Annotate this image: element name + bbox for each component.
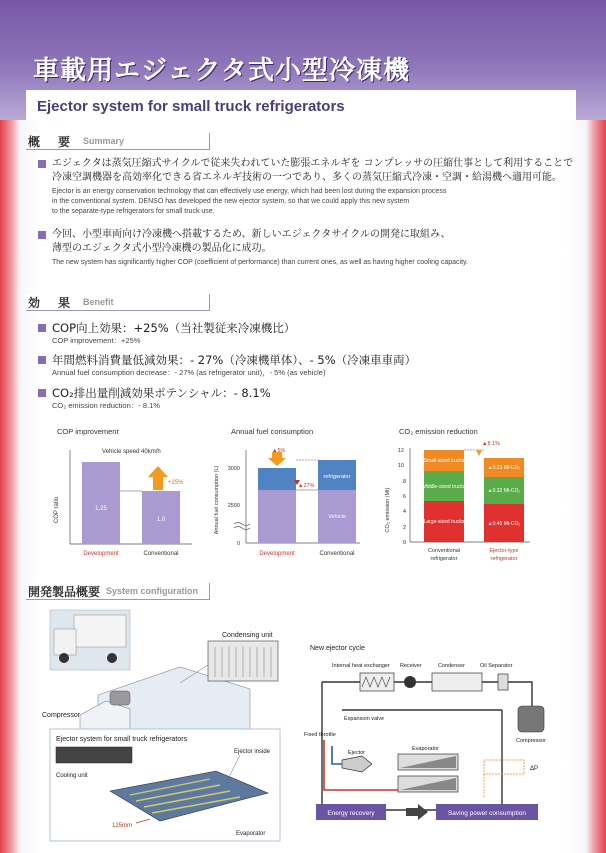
chart1-svg: [40, 440, 200, 570]
fixed-throttle-label-1: Fixed throttle: [304, 732, 336, 738]
cycle-diagram: [302, 640, 564, 830]
summary-p1-jp-2: 冷凍空調機器を高効率化できる省エネルギ技術の一つであり、多くの蒸気圧縮式冷凍・空調・給湯機へ適用可能。: [52, 172, 562, 183]
benefit-1-jp: COP向上効果：+25%（当社製従来冷凍機比）: [52, 321, 296, 335]
chart3-tick-label: 10: [397, 463, 404, 469]
compressor-body: [518, 706, 544, 732]
chart2-down-arrow: [268, 452, 286, 466]
condenser: [432, 673, 482, 691]
chart2-tick-3000: 3000: [227, 466, 240, 472]
chart1-up-arrow: [148, 466, 168, 490]
chart3-annotation: ▲8.1%: [482, 441, 500, 447]
chart3-down-arrow: [476, 450, 482, 456]
bullet-icon: [38, 389, 46, 397]
chart2-bar-development-refrigerator: [258, 468, 296, 490]
evaporator-label: Evaporator: [236, 831, 266, 837]
truck-box: [74, 615, 126, 647]
chart2-annotation-refrigerator: ▲27%: [298, 483, 315, 489]
chart1-note: Vehicle speed 40km/h: [102, 449, 161, 455]
chart3-delta-small: ▲0.23 Mt-CO₂: [487, 465, 521, 471]
summary-p1-en-1: Ejector is an energy conservation technology that can effectively use energy, which had been lost during the expansion process: [52, 188, 447, 195]
condenser-label: Condenser: [438, 663, 465, 669]
chart3-ylabel: CO₂ emission (Mt): [385, 487, 391, 533]
chart3-title: CO₂ emission reduction: [399, 427, 478, 436]
chart3-ticks: [398, 448, 406, 546]
truck-wheel: [107, 653, 117, 663]
internal-hx: [360, 673, 394, 691]
benefit-heading: 効 果 Benefit: [26, 294, 210, 311]
expansion-valve-label: Expansion valve: [344, 716, 385, 722]
chart3-xlabel-conventional-2: refrigerator: [430, 556, 458, 562]
chart2-annotation-vehicle: ▲5%: [272, 448, 286, 454]
cycle-title: New ejector cycle: [310, 645, 365, 652]
chart1-value-conventional: 1.0: [156, 517, 166, 523]
chart3-delta-middle: ▲0.32 Mt-CO₂: [487, 488, 521, 494]
chart3-xlabel-ejector-2: refrigerator: [490, 556, 518, 562]
summary-p2-en-1: The new system has significantly higher COP (coefficient of performance) than current ones, as well as having higher cooling capacity.: [52, 259, 468, 266]
summary-p2-jp-2: 薄型のエジェクタ式小型冷凍機の製品化に成功。: [52, 243, 272, 254]
bullet-icon: [38, 231, 46, 239]
energy-recovery-label: Energy recovery: [327, 810, 375, 817]
chart1-annotation: +25%: [168, 480, 184, 486]
chart3-tick-label: 4: [402, 509, 406, 515]
evaporator-label: Evaporator: [412, 746, 439, 752]
chart2-xlabel-development: Development: [259, 551, 295, 557]
benefit-2-jp: 年間燃料消費量低減効果：- 27%（冷凍機単体）、- 5%（冷凍車車両）: [52, 353, 417, 367]
ejector-system-label: Ejector system for small truck refrigerators: [56, 736, 188, 743]
dp-label: ΔP: [530, 766, 539, 772]
chart1-bar-development: [82, 462, 120, 544]
receiver: [404, 676, 416, 688]
bullet-icon: [38, 160, 46, 168]
oil-separator: [498, 674, 508, 690]
summary-p1-en-2: in the conventional system. DENSO has developed the new ejector system, so that we could apply this new system: [52, 198, 410, 205]
summary-heading: 概 要 Summary: [26, 133, 210, 150]
chart2-bar-development-vehicle: [258, 490, 296, 543]
benefit-3-en: CO₂ emission reduction：- 8.1%: [52, 401, 160, 410]
condensing-unit-label: Condensing unit: [222, 632, 273, 639]
bullet-icon: [38, 324, 46, 332]
chart3-series-large: Large-sized trucks: [423, 519, 465, 525]
chart3-tick-label: 12: [397, 448, 404, 454]
dimension-label: 125mm: [112, 823, 133, 829]
chart3-delta-large: ▲0.45 Mt-CO₂: [487, 521, 521, 527]
ejector-body: [342, 756, 372, 772]
chart3-tick-label: 6: [402, 494, 406, 500]
chart1-title: COP improvement: [57, 427, 119, 436]
system-heading: 開発製品概要 System configuration: [26, 583, 210, 600]
flow-blue: [332, 746, 342, 764]
internal-hx-label: Internal heat exchanger: [332, 663, 390, 669]
oil-separator-label: Oil Separator: [480, 663, 513, 669]
chart3-tick-label: 0: [402, 540, 406, 546]
receiver-label: Receiver: [400, 663, 422, 669]
chart3-series-middle: Middle-sized trucks: [422, 484, 466, 490]
compressor-label: Compressor: [42, 712, 81, 719]
truck-illustration: [40, 605, 302, 845]
compressor-part: [110, 691, 130, 705]
benefit-1-en: COP improvement：+25%: [52, 336, 141, 345]
benefit-2-en: Annual fuel consumption decrease：- 27% (as refrigerator unit)，- 5% (as vehicle): [52, 368, 326, 377]
truck-wheel: [59, 653, 69, 663]
chart2-ylabel: Annual fuel consumption (L): [214, 465, 220, 535]
chart3-svg: [380, 440, 540, 575]
summary-p1-en-3: to the separate-type refrigerators for small truck use.: [52, 208, 215, 215]
chart3-xlabel-ejector-1: Ejector-type: [489, 548, 519, 554]
bullet-icon: [38, 356, 46, 364]
chart3-tick-label: 2: [402, 525, 406, 531]
chart3-series-small: Small-sized trucks: [423, 458, 465, 464]
ejector-inside-label: Ejector inside: [234, 749, 271, 755]
chart3-tick-label: 8: [402, 479, 406, 485]
cooling-unit-label: Cooling unit: [56, 773, 88, 779]
benefit-3-jp: CO₂排出量削減効果ポテンシャル：- 8.1%: [52, 386, 271, 400]
chart2-svg: [210, 440, 370, 570]
chart2-xlabel-conventional: Conventional: [319, 551, 355, 557]
truck-cab: [54, 629, 76, 655]
chart1-value-development: 1.25: [95, 506, 107, 512]
summary-p2-jp-1: 今回、小型車両向け冷凍機へ搭載するため、新しいエジェクタサイクルの開発に取組み、: [52, 229, 451, 240]
chart3-xlabel-conventional-1: Conventional: [427, 548, 461, 554]
chart2-legend-vehicle: Vehicle: [328, 514, 346, 520]
page-title: 車載用エジェクタ式小型冷凍機: [33, 56, 410, 86]
chart2-tick-2500: 2500: [227, 503, 240, 509]
chart1-xlabel-development: Development: [83, 551, 119, 557]
ejector-label: Ejector: [348, 750, 366, 756]
right-arrow: [406, 804, 428, 820]
chart1-ylabel: COP ratio: [54, 496, 60, 524]
chart2-tick-0: 0: [236, 541, 240, 547]
chart1-xlabel-conventional: Conventional: [143, 551, 179, 557]
chart2-legend-refrigerator: refrigerator: [323, 474, 351, 480]
chart2-axis-break: [234, 523, 250, 530]
page-subtitle: Ejector system for small truck refrigerators: [37, 98, 345, 115]
cooling-unit-image: [56, 747, 132, 763]
summary-p1-jp-1: エジェクタは蒸気圧縮式サイクルで従来失われていた膨張エネルギを コンプレッサの圧縮仕事として利用することで: [52, 158, 574, 169]
dp-box: [484, 760, 524, 774]
chart2-title: Annual fuel consumption: [231, 427, 314, 436]
saving-power-label: Saving power consumption: [447, 810, 527, 817]
compressor-label: Compressor: [516, 738, 546, 744]
